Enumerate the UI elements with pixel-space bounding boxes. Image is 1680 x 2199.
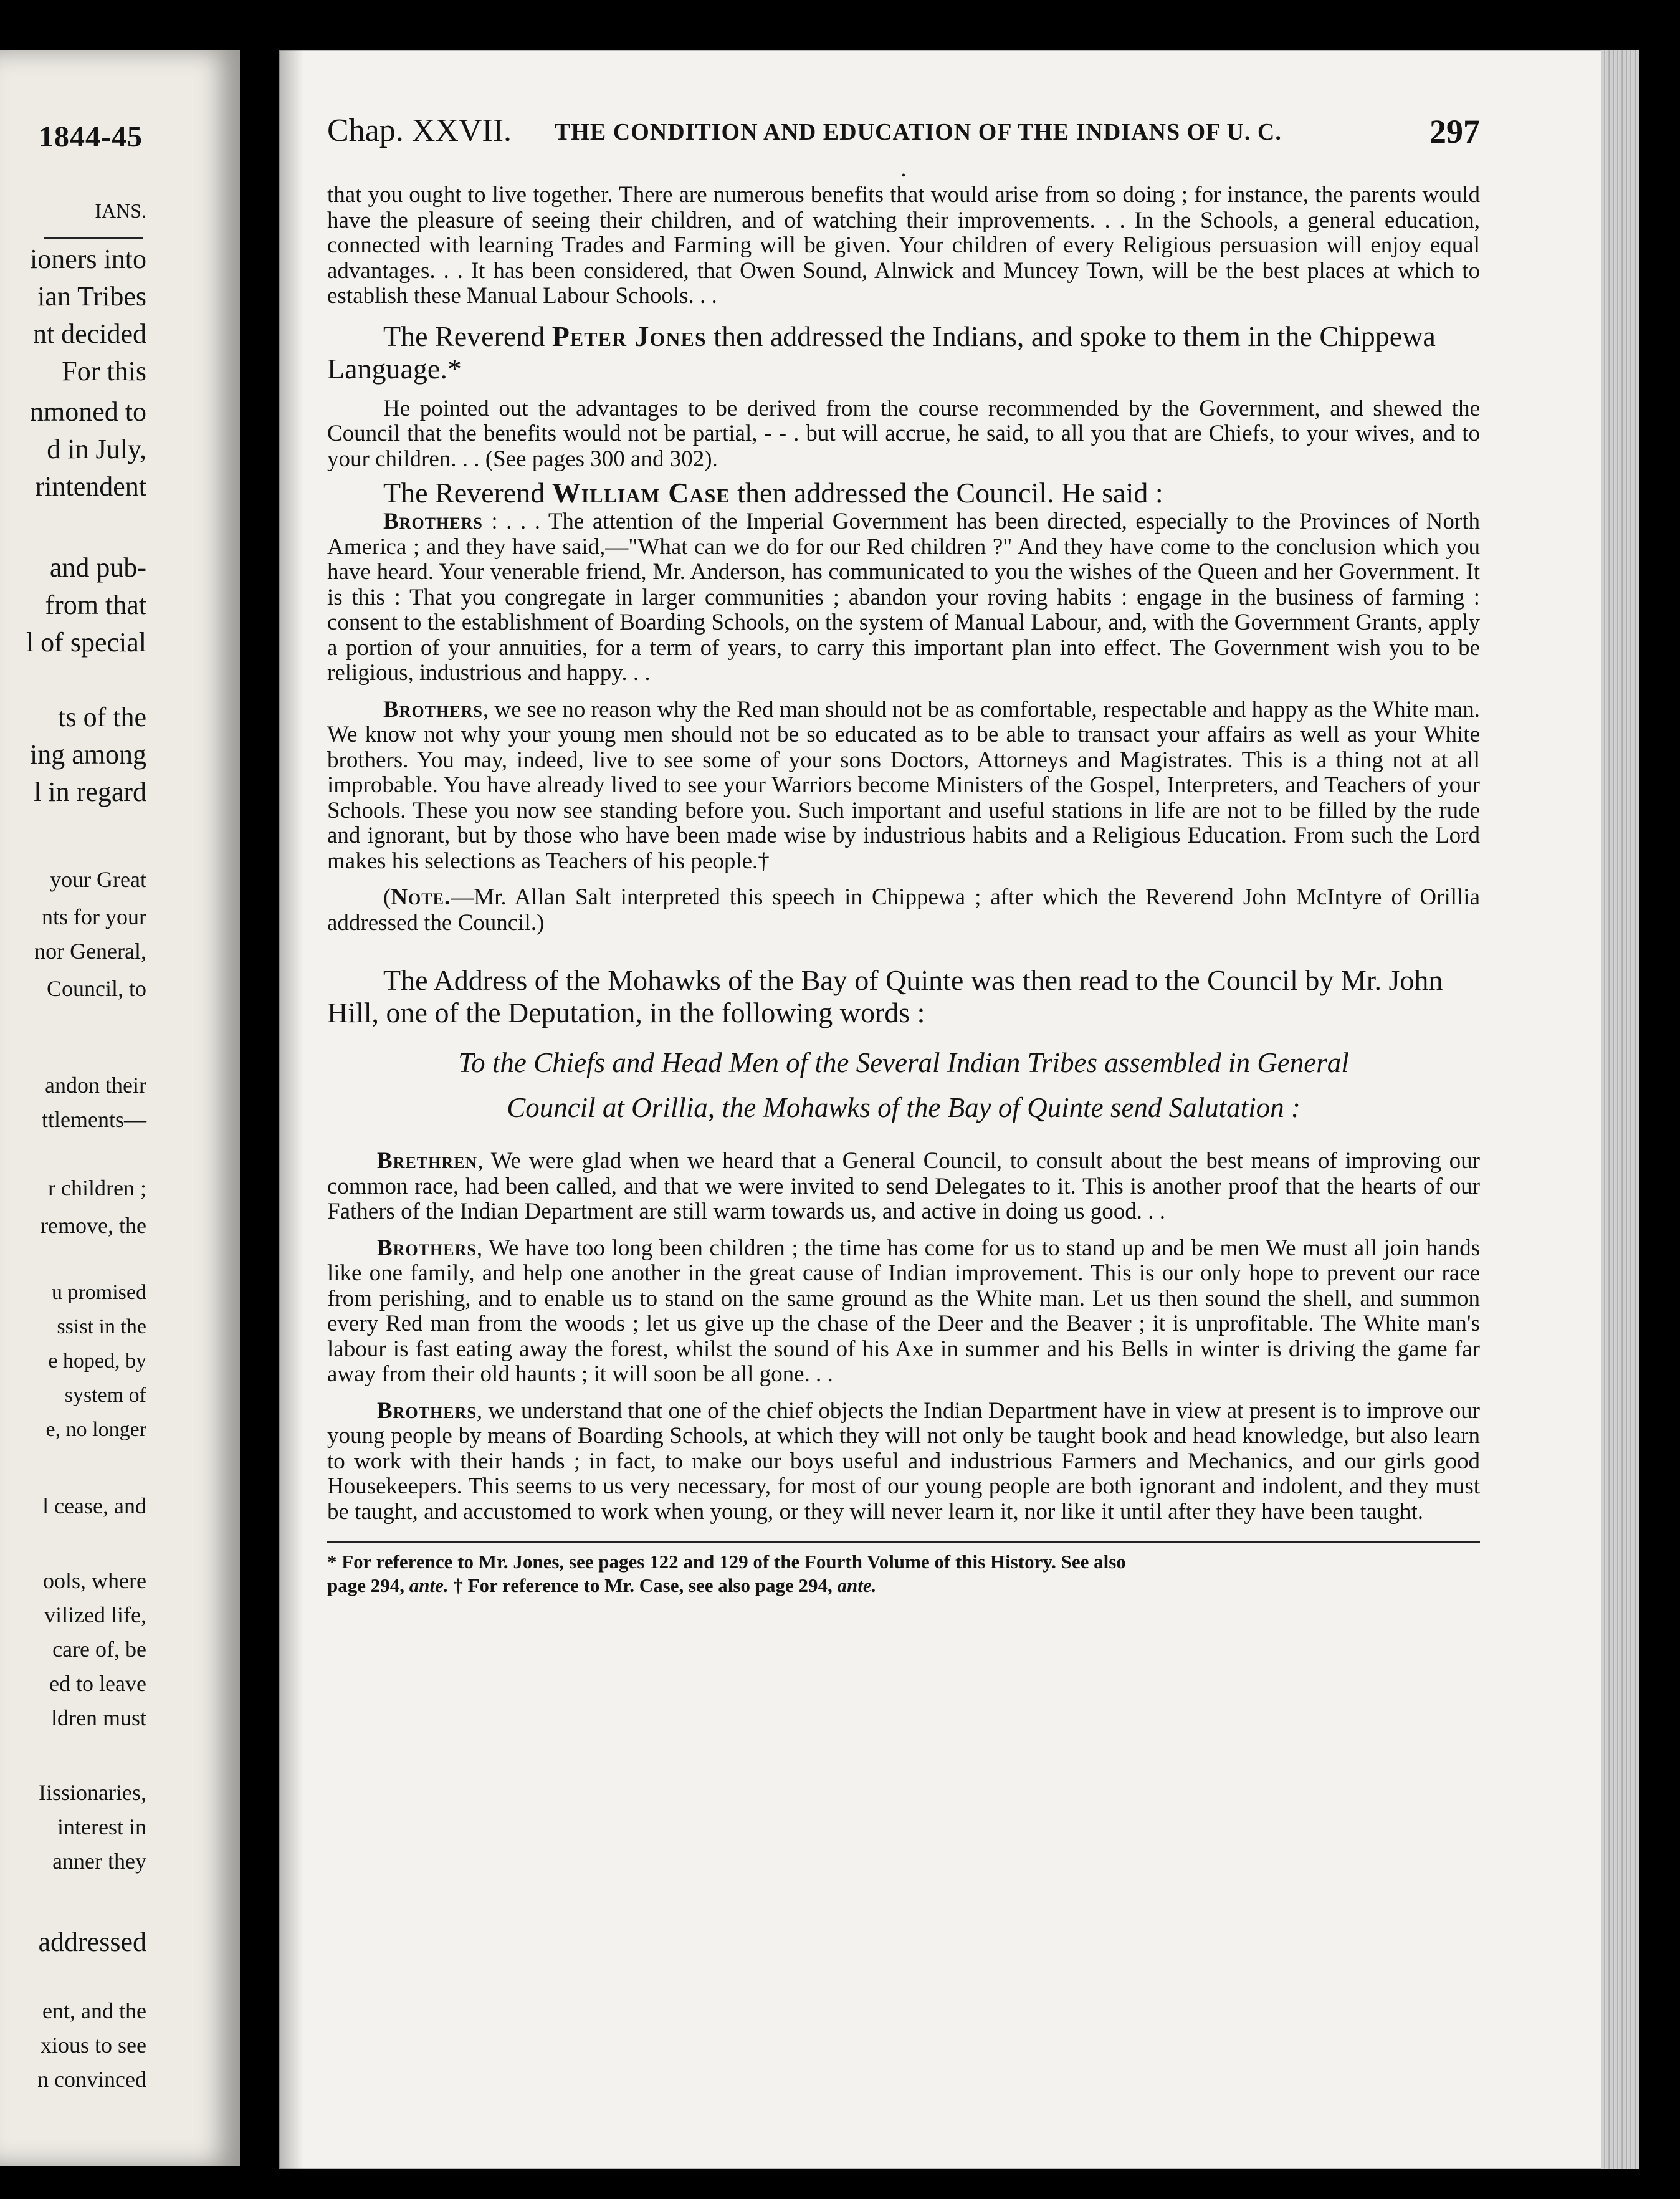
left-page-line: from that [45,590,146,620]
ornament-dot: • [901,169,906,183]
page-edge [1601,50,1639,2169]
left-page-line: u promised [51,1281,146,1304]
left-page-line: ent, and the [42,1998,146,2023]
page-content [327,112,1480,1598]
running-title: THE CONDITION AND EDUCATION OF THE INDIANS OF U. C. [555,119,1282,145]
footnote: * For reference to Mr. Jones, see pages 122 and 129 of the Fourth Volume of this History. See also page 294, ante. † For reference to Mr. Case, see also page 294, ante. [327,1551,1126,1596]
left-page-line: care of, be [52,1637,146,1662]
left-page-line: andon their [45,1073,146,1098]
left-page-line: interest in [57,1814,146,1839]
left-page-line: e, no longer [45,1418,146,1441]
previous-page-fragment [0,50,240,2166]
salutation-line-1: To the Chiefs and Head Men of the Several Indian Tribes assembled in General [458,1047,1349,1078]
left-page-rule [44,237,143,239]
left-page-line: l in regard [34,777,146,807]
left-page-line: system of [64,1384,146,1407]
left-page-line: Council, to [47,976,146,1001]
main-page [279,50,1634,2169]
chapter-label: Chap. XXVII. [327,113,512,148]
left-page-line: xious to see [41,2033,146,2058]
left-page-line: and pub- [49,552,146,583]
left-page-line: nmoned to [30,396,146,427]
name-william-case: William Case [551,477,730,509]
paragraph-william-case: The Reverend William Case then addressed the Council. He said : [383,477,1163,509]
gutter-shadow [279,50,303,2169]
left-page-line: Iissionaries, [39,1780,146,1805]
paragraph-peter-jones: The Reverend Peter Jones then addressed the Indians, and spoke to them in the Chippewa Language.* [327,320,1436,385]
left-page-line: l of special [26,627,146,658]
left-page-line: ioners into [30,244,146,274]
left-page-line: vilized life, [44,1603,146,1627]
salutation-line-2: Council at Orillia, the Mohawks of the Bay of Quinte send Salutation : [507,1092,1301,1123]
left-page-line: r children ; [48,1176,146,1200]
paragraph-brothers-2: Brothers, we see no reason why the Red man should not be as comfortable, respectable and happy as the White man. We know not why your young men should not be so educated as to be able to transact your affairs as well as your White brothers. You may, indeed, live to see some of your sons Doctors, Attorneys and Magistrates. This is a thing not at all improbable. You have already lived to see your Warriors become Ministers of the Gospel, Interpreters, and Teachers of your Schools. These you now see standing before you. Such important and useful stations in life are not to be filled by the rude and ignorant, but by those who have been made wise by industrious habits and a Religious Education. From such the Lord makes his selections as Teachers of his people.† [327,696,1480,874]
left-page-line: ed to leave [49,1671,146,1696]
running-header [327,112,1480,165]
left-page-line: remove, the [41,1213,146,1238]
left-page-line: nt decided [32,319,146,349]
left-page-line: addressed [38,1927,146,1957]
left-page-line: your Great [50,867,146,892]
left-page-line: nor General, [34,939,146,964]
left-page-line: e hoped, by [48,1349,146,1373]
left-page-line: ldren must [51,1705,146,1730]
name-peter-jones: Peter Jones [551,320,707,352]
paragraph-jones-summary: He pointed out the advantages to be derived from the course recommended by the Government, and shewed the Council that the benefits would not be partial, - - . but will accrue, he said, to all you that are Chiefs, to your wives, and to your children. . . (See pages 300 and 302). [327,395,1480,472]
left-page-line: ian Tribes [37,281,146,312]
paragraph-brothers-1: Brothers : . . . The attention of the Imperial Government has been directed, especially to the Provinces of North America ; and they have said,—"What can we do for our Red children ?" And they have come to the conclusion which you have heard. Your venerable friend, Mr. Anderson, has communicated to you the wishes of the Queen and her Government. It is this : That you congregate in larger communities ; abandon your roving habits : engage in the business of farming : consent to the establishment of Boarding Schools, on the system of Manual Labour, and, with the Government Grants, apply a portion of your annuities, for a term of years, to carry this important plan into effect. The Government wish you to be religious, industrious and happy. . . [327,509,1481,686]
paragraph-mohawk-address-intro: The Address of the Mohawks of the Bay of Quinte was then read to the Council by Mr. John Hill, one of the Deputation, in the following words : [327,964,1443,1028]
paragraph-continuation: that you ought to live together. There are numerous benefits that would arise from so doing ; for instance, the parents would have the pleasure of seeing their children, and of watching their improvements. . . In the Schools, a general education, connected with learning Trades and Farming will be given. Your children of every Religious persuasion will enjoy equal advantages. . . It has been considered, that Owen Sound, Alnwick and Muncey Town, will be the best places at which to establish these Manual Labour Schools. . . [327,182,1480,309]
left-page-line: ts of the [58,702,146,732]
page-number: 297 [1429,113,1480,150]
paragraph-brothers-3: Brothers, We have too long been children ; the time has come for us to stand up and be men We must all join hands like one family, and help one another in the great cause of Indian improvement. This is our only hope to prevent our race from perishing, and to enable us to stand on the same ground as the White man. Let us then sound the shell, and summon every Red man from the woods ; let us give up the chase of the Deer and the Beaver ; it is unprofitable. The White man's labour is fast eating away the forest, whilst the sound of his Axe in summer and his Bells in winter is driving the game far away from their old haunts ; it will soon be all gone. . . [327,1235,1480,1387]
left-page-line: ssist in the [57,1315,146,1338]
left-page-line: For this [62,356,146,386]
left-page-line: ing among [30,739,146,770]
paragraph-brothers-4: Brothers, we understand that one of the chief objects the Indian Department have in view at present is to improve our young people by means of Boarding Schools, at which they will not only be taught book and head knowledge, but also learn to work with their hands ; in fact, to make our boys useful and industrious Farmers and Mechanics, and our girls good Housekeepers. This seems to us very necessary, for most of our young people are both ignorant and indolent, and they must be taught, and accustomed to work when young, or they will never learn it, nor like it until after they have been taught. [327,1397,1480,1525]
left-page-line: n convinced [37,2067,146,2092]
paragraph-note: (Note.—Mr. Allan Salt interpreted this speech in Chippewa ; after which the Reverend John McIntyre of Orillia addressed the Council.) [327,884,1480,936]
left-page-line: rintendent [35,471,146,502]
left-page-line: d in July, [47,434,146,464]
left-page-year: 1844-45 [39,120,143,153]
paragraph-brethren: Brethren, We were glad when we heard that a General Council, to consult about the best means of improving our common race, had been called, and that we were invited to send Delegates to it. This is another proof that the hearts of our Fathers of the Indian Department are still warm towards us, and active in doing us good. . . [327,1148,1480,1224]
left-page-line: ools, where [43,1568,146,1593]
left-page-line: l cease, and [42,1493,146,1518]
left-page-line: anner they [52,1849,146,1874]
left-page-line: IANS. [95,199,146,222]
left-page-line: ttlements— [42,1107,146,1132]
footnote-rule [327,1541,1480,1543]
left-page-line: nts for your [42,904,146,929]
